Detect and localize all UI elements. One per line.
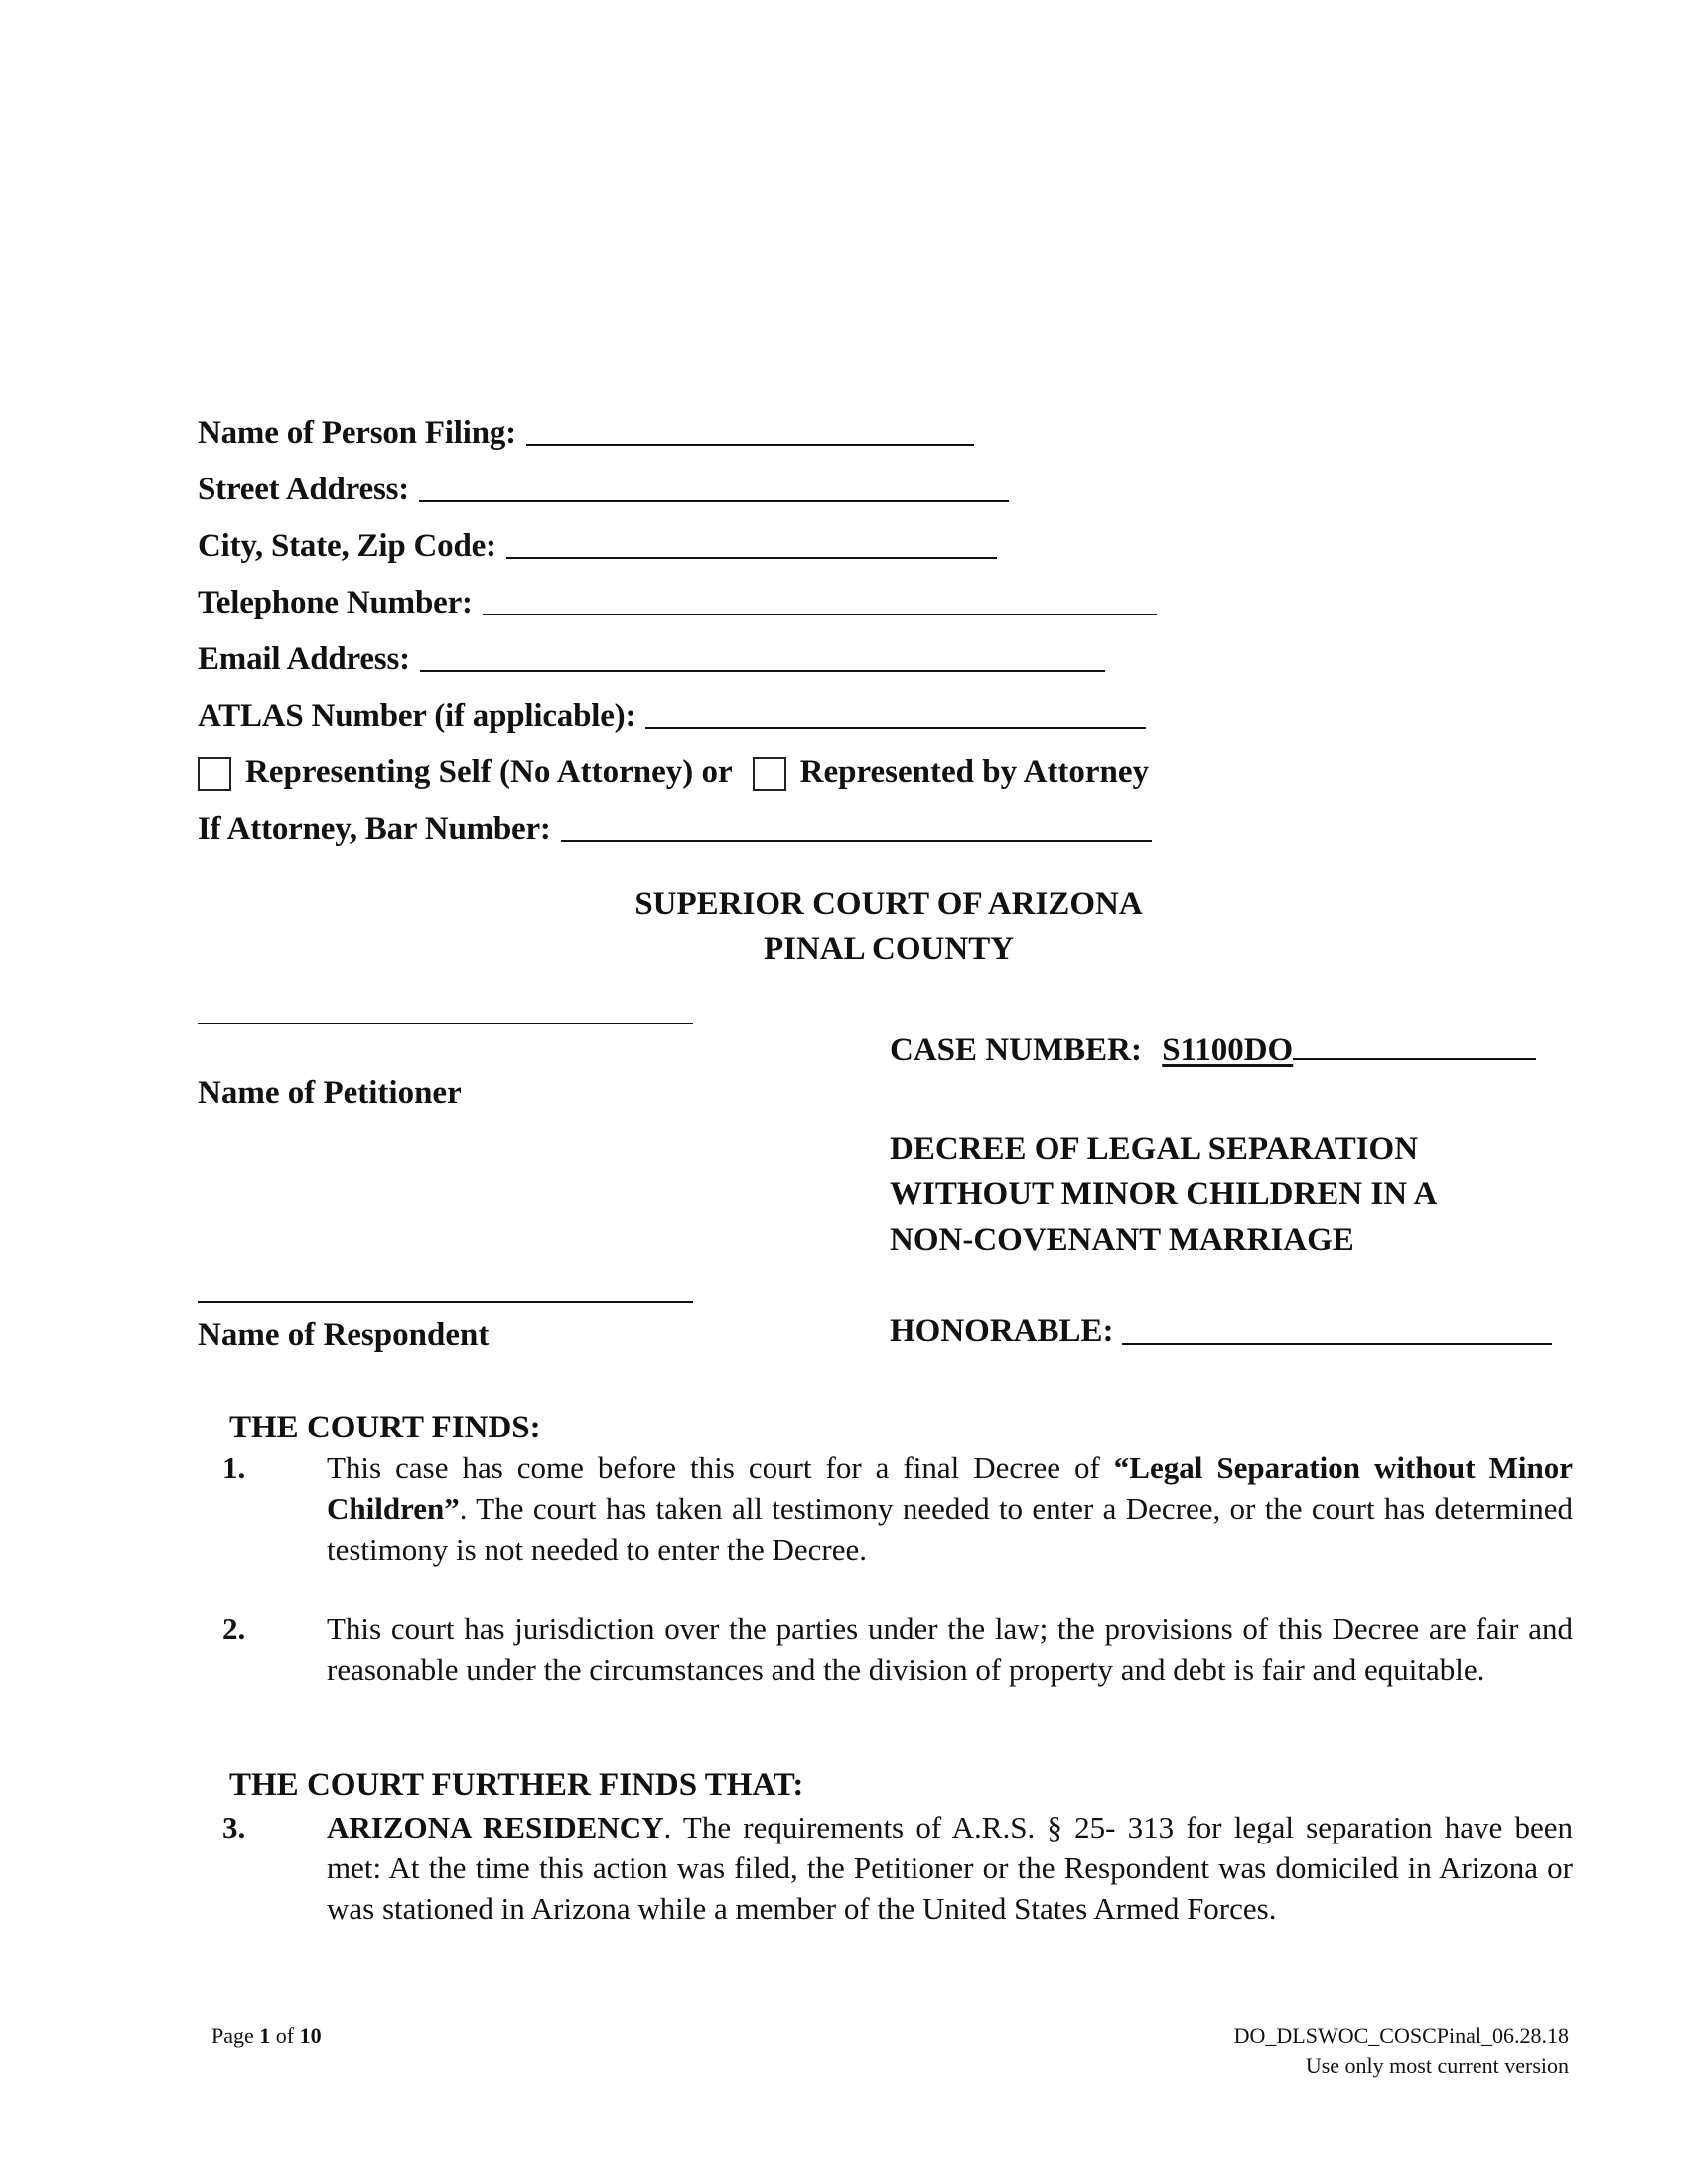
telephone-field[interactable] xyxy=(483,586,1157,615)
finding-1-number: 1. xyxy=(222,1450,246,1485)
attorney-checkbox[interactable] xyxy=(753,757,786,791)
honorable-field[interactable] xyxy=(1122,1313,1552,1345)
city-state-zip-label: City, State, Zip Code: xyxy=(198,528,496,564)
finding-paragraph-3 xyxy=(222,1807,1573,1929)
finding-1-bold: “Legal Separation without Minor Children” xyxy=(327,1450,1573,1526)
finding-1-text-a: This case has come before this court for a final Decree of xyxy=(327,1450,1114,1485)
filer-name-row xyxy=(198,395,1210,452)
finding-1-text-b: . The court has taken all testimony needed to enter a Decree, or the court has determined testimony is not needed to enter the Decree. xyxy=(327,1491,1573,1567)
page-total: 10 xyxy=(299,2023,322,2048)
case-number-value[interactable]: S1100DO xyxy=(1162,1032,1294,1068)
finding-3-bold: ARIZONA RESIDENCY xyxy=(327,1810,664,1844)
city-state-zip-field[interactable] xyxy=(506,529,997,559)
street-address-field[interactable] xyxy=(419,473,1009,502)
bar-number-label: If Attorney, Bar Number: xyxy=(198,811,551,847)
finding-2-number: 2. xyxy=(222,1611,246,1646)
email-field[interactable] xyxy=(420,642,1105,672)
version-note: Use only most current version xyxy=(1305,2053,1569,2078)
title-line-1: DECREE OF LEGAL SEPARATION xyxy=(890,1131,1419,1166)
finding-3-number: 3. xyxy=(222,1810,246,1844)
attorney-label: Represented by Attorney xyxy=(799,754,1149,790)
finding-paragraph-2 xyxy=(222,1608,1573,1690)
court-finds-heading: THE COURT FINDS: xyxy=(229,1410,541,1445)
case-number-row xyxy=(890,1028,1585,1069)
case-number-label: CASE NUMBER: xyxy=(890,1032,1142,1068)
telephone-label: Telephone Number: xyxy=(198,585,473,620)
court-name: SUPERIOR COURT OF ARIZONA xyxy=(634,887,1143,922)
honorable-row xyxy=(890,1313,1552,1350)
form-footer xyxy=(1234,2021,1569,2081)
court-county: PINAL COUNTY xyxy=(763,931,1015,967)
page-number: 1 xyxy=(259,2023,271,2048)
finding-3-text: . The requirements of A.R.S. § 25- 313 for legal separation have been met: At the time this action was filed, the Petitioner or the Respondent was domiciled in Arizona or was stationed in Arizona while a member of the United States Armed Forces. xyxy=(327,1810,1573,1926)
bar-number-row xyxy=(198,791,1210,848)
street-address-row xyxy=(198,452,1210,508)
street-address-label: Street Address: xyxy=(198,472,410,507)
email-row xyxy=(198,621,1210,678)
document-title xyxy=(890,1126,1437,1263)
representation-row xyxy=(198,735,1210,791)
respondent-label: Name of Respondent xyxy=(198,1317,490,1353)
city-state-zip-row xyxy=(198,508,1210,565)
self-label: Representing Self (No Attorney) or xyxy=(245,754,733,790)
page-prefix: Page xyxy=(211,2023,260,2048)
filer-name-field[interactable] xyxy=(526,416,974,446)
finding-paragraph-1 xyxy=(222,1447,1573,1570)
finding-2-text: This court has jurisdiction over the parties under the law; the provisions of this Decree are fair and reasonable under the circumstances and the division of property and debt is fair and equitable. xyxy=(327,1611,1573,1687)
petitioner-name-field[interactable] xyxy=(198,1023,693,1024)
atlas-field[interactable] xyxy=(645,699,1146,729)
atlas-row xyxy=(198,678,1210,735)
atlas-label: ATLAS Number (if applicable): xyxy=(198,698,636,734)
filer-info-block xyxy=(198,395,1210,848)
honorable-label: HONORABLE: xyxy=(890,1313,1114,1349)
title-line-3: NON-COVENANT MARRIAGE xyxy=(890,1222,1354,1258)
petitioner-label: Name of Petitioner xyxy=(198,1075,462,1111)
further-finds-heading: THE COURT FURTHER FINDS THAT: xyxy=(229,1767,804,1803)
page-indicator xyxy=(211,2023,322,2049)
respondent-name-field[interactable] xyxy=(198,1301,693,1303)
filer-name-label: Name of Person Filing: xyxy=(198,415,516,451)
case-number-line xyxy=(1293,1028,1536,1060)
telephone-row xyxy=(198,565,1210,621)
page-of: of xyxy=(270,2023,300,2048)
bar-number-field[interactable] xyxy=(561,812,1152,842)
email-label: Email Address: xyxy=(198,641,410,677)
form-code: DO_DLSWOC_COSCPinal_06.28.18 xyxy=(1233,2023,1569,2048)
self-checkbox[interactable] xyxy=(198,757,231,791)
title-line-2: WITHOUT MINOR CHILDREN IN A xyxy=(890,1176,1438,1212)
